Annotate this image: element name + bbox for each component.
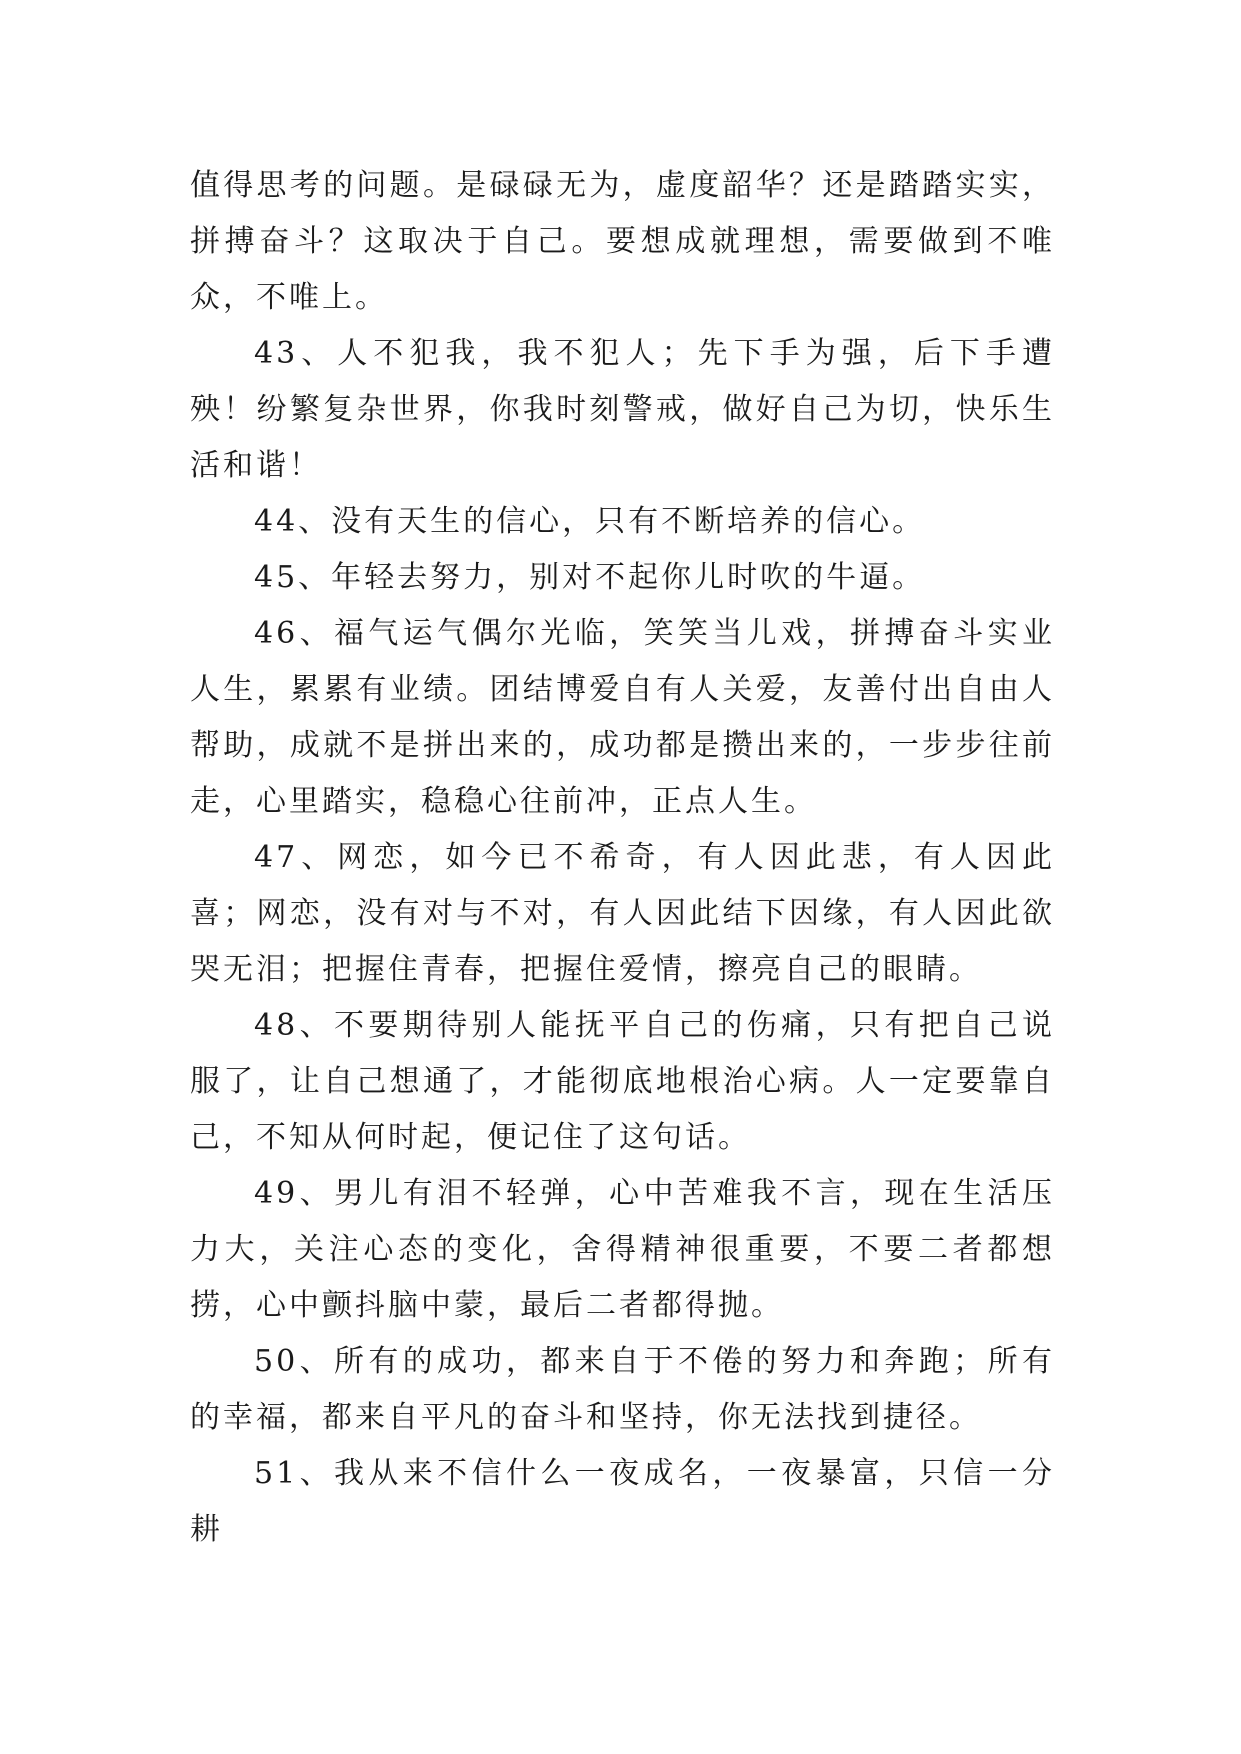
- paragraph-quote-47: 47、网恋，如今已不希奇，有人因此悲，有人因此喜；网恋，没有对与不对，有人因此结下因缘，有人因此欲哭无泪；把握住青春，把握住爱情，擦亮自己的眼睛。: [190, 840, 1055, 987]
- document-body: [190, 158, 1055, 1558]
- paragraph-quote-51: 51、我从来不信什么一夜成名，一夜暴富，只信一分耕: [190, 1456, 1055, 1547]
- paragraph-quote-45: 45、年轻去努力，别对不起你儿时吹的牛逼。: [254, 560, 926, 595]
- paragraph-quote-43: 43、人不犯我，我不犯人；先下手为强，后下手遭殃！纷繁复杂世界，你我时刻警戒，做好自己为切，快乐生活和谐！: [190, 336, 1055, 483]
- paragraph-quote-48: 48、不要期待别人能抚平自己的伤痛，只有把自己说服了，让自己想通了，才能彻底地根治心病。人一定要靠自己，不知从何时起，便记住了这句话。: [190, 1008, 1055, 1155]
- paragraph-quote-49: 49、男儿有泪不轻弹，心中苦难我不言，现在生活压力大，关注心态的变化，舍得精神很重要，不要二者都想捞，心中颤抖脑中蒙，最后二者都得抛。: [190, 1176, 1055, 1323]
- paragraph-quote-44: 44、没有天生的信心，只有不断培养的信心。: [254, 504, 926, 539]
- paragraph-quote-50: 50、所有的成功，都来自于不倦的努力和奔跑；所有的幸福，都来自平凡的奋斗和坚持，你无法找到捷径。: [190, 1344, 1055, 1435]
- paragraph-quote-46: 46、福气运气偶尔光临，笑笑当儿戏，拼搏奋斗实业人生，累累有业绩。团结博爱自有人关爱，友善付出自由人帮助，成就不是拼出来的，成功都是攒出来的，一步步往前走，心里踏实，稳稳心往前冲，正点人生。: [190, 616, 1055, 819]
- paragraph-continuation: 值得思考的问题。是碌碌无为，虚度韶华？还是踏踏实实，拼搏奋斗？这取决于自己。要想成就理想，需要做到不唯众，不唯上。: [190, 168, 1055, 315]
